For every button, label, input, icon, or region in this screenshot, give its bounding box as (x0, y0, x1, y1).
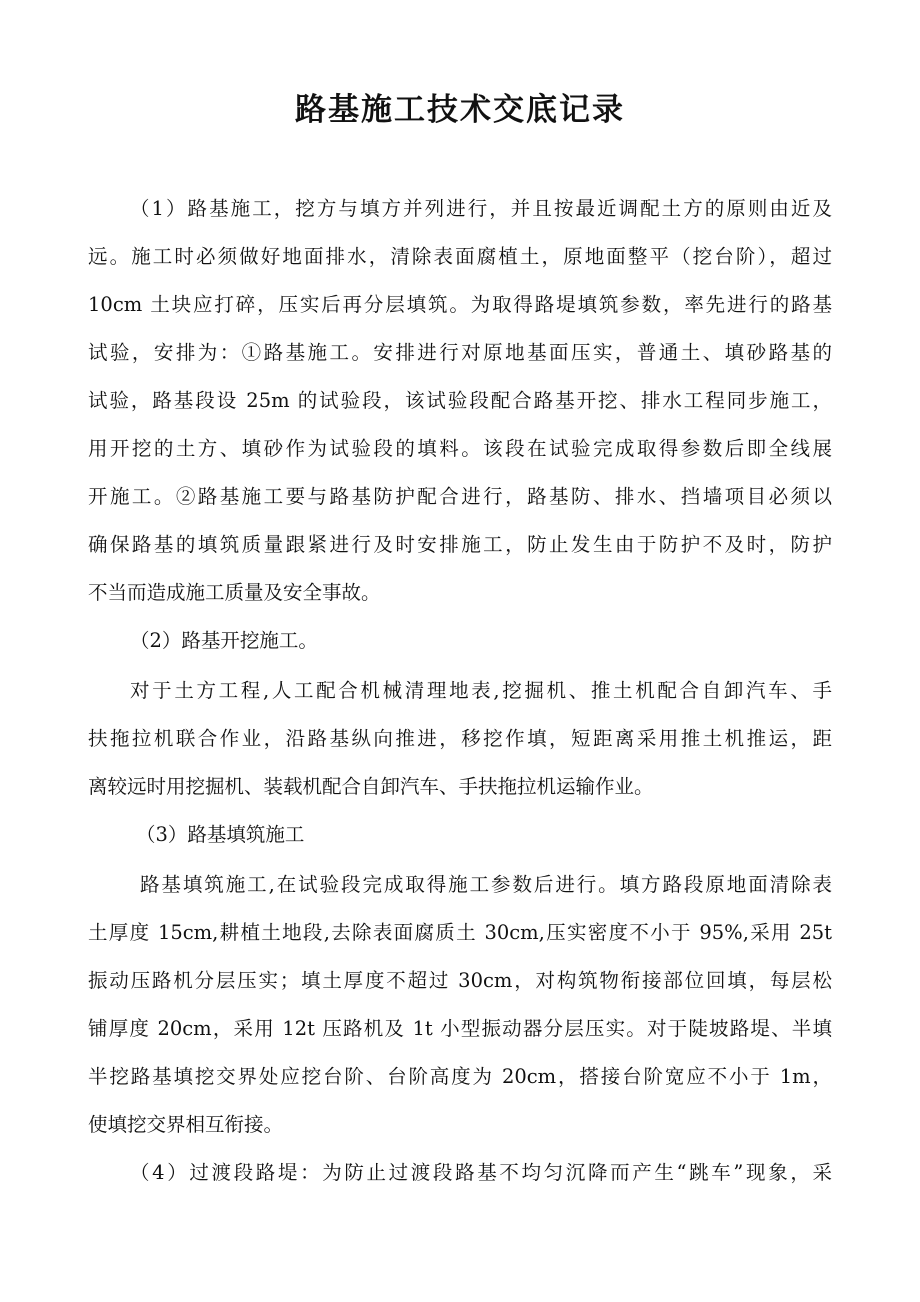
paragraph-1-line-7: 开施工。②路基施工要与路基防护配合进行，路基防、排水、挡墙项目必须以 (88, 485, 832, 508)
paragraph-2-line-1: 对于土方工程,人工配合机械清理地表,挖掘机、推土机配合自卸汽车、手 (130, 679, 832, 702)
paragraph-1-line-4: 试验，安排为：①路基施工。安排进行对原地基面压实，普通土、填砂路基的 (88, 341, 832, 364)
paragraph-1-line-5: 试验，路基段设 25m 的试验段，该试验段配合路基开挖、排水工程同步施工， (88, 389, 832, 412)
document-title: 路基施工技术交底记录 (295, 92, 625, 128)
paragraph-3-line-5: 半挖路基填挖交界处应挖台阶、台阶高度为 20cm，搭接台阶宽应不小于 1m， (88, 1065, 832, 1088)
paragraph-1-line-2: 远。施工时必须做好地面排水，清除表面腐植土，原地面整平（挖台阶），超过 (88, 245, 832, 268)
paragraph-1-line-6: 用开挖的土方、填砂作为试验段的填料。该段在试验完成取得参数后即全线展 (88, 437, 832, 460)
paragraph-2-line-3: 离较远时用挖掘机、装载机配合自卸汽车、手扶拖拉机运输作业。 (88, 775, 654, 798)
paragraph-1-line-1: （1）路基施工，挖方与填方并列进行，并且按最近调配土方的原则由近及 (130, 197, 832, 220)
paragraph-3-line-2: 土厚度 15cm,耕植土地段,去除表面腐质土 30cm,压实密度不小于 95%,采用 25t (88, 921, 832, 944)
paragraph-1-line-9: 不当而造成施工质量及安全事故。 (88, 581, 381, 604)
paragraph-3-line-3: 振动压路机分层压实；填土厚度不超过 30cm，对构筑物衔接部位回填，每层松 (88, 969, 832, 992)
paragraph-3-line-6: 使填挖交界相互衔接。 (88, 1113, 284, 1136)
paragraph-1-line-3: 10cm 土块应打碎，压实后再分层填筑。为取得路堤填筑参数，率先进行的路基 (88, 293, 832, 316)
paragraph-1-line-8: 确保路基的填筑质量跟紧进行及时安排施工，防止发生由于防护不及时，防护 (88, 533, 832, 556)
section-heading-3: （3）路基填筑施工 (136, 823, 305, 846)
paragraph-3-line-1: 路基填筑施工,在试验段完成取得施工参数后进行。填方路段原地面清除表 (140, 873, 832, 896)
paragraph-2-line-2: 扶拖拉机联合作业，沿路基纵向推进，移挖作填，短距离采用推土机推运，距 (88, 727, 832, 750)
paragraph-3-line-4: 铺厚度 20cm，采用 12t 压路机及 1t 小型振动器分层压实。对于陡坡路堤、半填 (88, 1017, 832, 1040)
section-heading-2: （2）路基开挖施工。 (130, 629, 318, 652)
paragraph-4-line-1: （4）过渡段路堤：为防止过渡段路基不均匀沉降而产生“跳车”现象，采 (130, 1161, 832, 1184)
